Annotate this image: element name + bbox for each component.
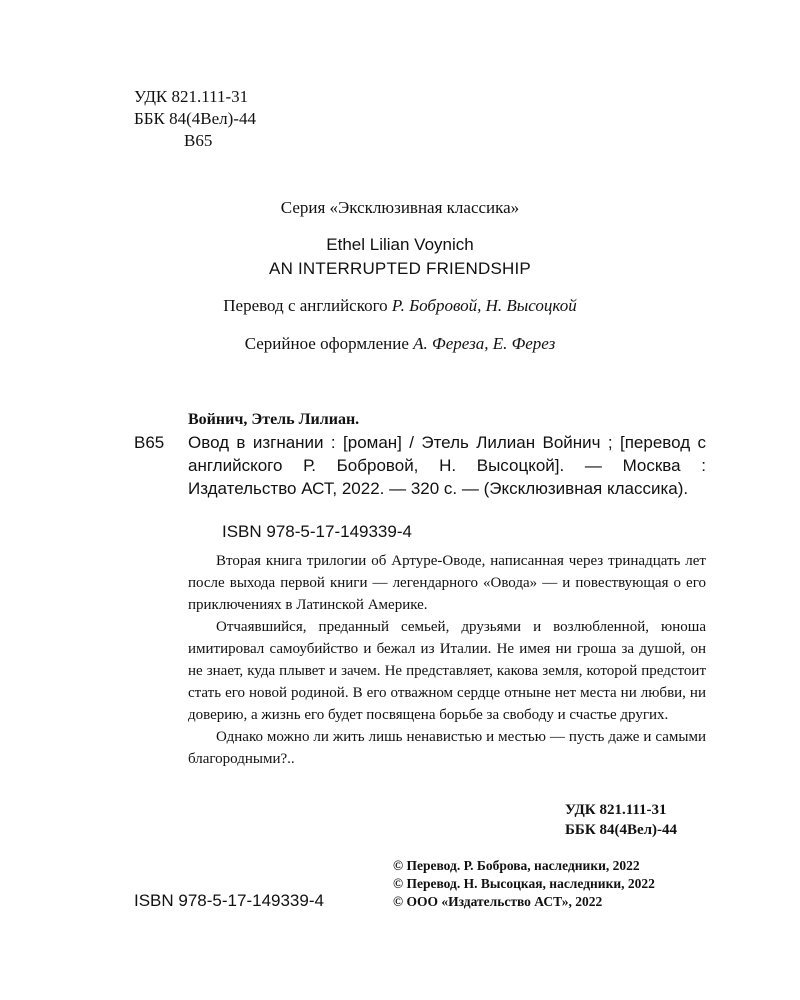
classification-header — [134, 86, 256, 152]
classification-footer — [565, 800, 677, 840]
translators: Р. Бобровой, Н. Высоцкой — [391, 296, 577, 315]
design-credit — [0, 334, 800, 354]
translation-credit — [0, 296, 800, 316]
copyright-line: © Перевод. Н. Высоцкая, наследники, 2022 — [393, 876, 655, 891]
author-heading: Войнич, Этель Лилиан. — [188, 411, 360, 428]
author-sign: В65 — [184, 131, 213, 150]
series-line: Серия «Эксклюзивная классика» — [280, 198, 520, 217]
bib-code: В65 — [134, 433, 165, 452]
annotation-paragraph: Вторая книга трилогии об Артуре-Оводе, написанная через тринадцать лет после выхода первой книги — легендарного «Овода» — и повествующая о его приключениях в Латинской Америке. — [188, 553, 706, 613]
copyright-line: © ООО «Издательство АСТ», 2022 — [393, 894, 603, 909]
copyright-line: © Перевод. Р. Боброва, наследники, 2022 — [393, 858, 640, 873]
designers: А. Фереза, Е. Ферез — [413, 334, 556, 353]
design-prefix: Серийное оформление — [244, 334, 409, 353]
bbk-code-bottom: ББК 84(4Вел)-44 — [565, 822, 678, 838]
bbk-code: ББК 84(4Вел)-44 — [134, 109, 256, 128]
udk-code-bottom: УДК 821.111-31 — [565, 802, 667, 818]
copyright-block — [393, 857, 655, 911]
isbn-bottom: ISBN 978-5-17-149339-4 — [134, 891, 324, 910]
annotation-paragraph: Однако можно ли жить лишь ненавистью и местью — пусть даже и самыми благородными?.. — [188, 729, 706, 767]
isbn-main: ISBN 978-5-17-149339-4 — [222, 522, 412, 541]
annotation-paragraph: Отчаявшийся, преданный семьей, друзьями и возлюбленной, юноша имитировал самоубийство и бежал из Италии. Не имея ни гроша за душой, он не знает, куда плывет и зачем. Не представляет, какова земля, которой предстоит стать его новой родиной. В его отважном сердце отныне нет места ни любви, ни доверию, а жизнь его будет посвящена борьбе за свободу и счастье других. — [188, 619, 706, 723]
translation-prefix: Перевод с английского — [223, 296, 388, 315]
original-title: AN INTERRUPTED FRIENDSHIP — [269, 259, 531, 278]
udk-code: УДК 821.111-31 — [134, 87, 249, 106]
original-author: Ethel Lilian Voynich — [326, 235, 474, 254]
annotation — [188, 550, 706, 770]
bibliographic-description: Овод в изгнании : [роман] / Этель Лилиан Войнич ; [перевод с английского Р. Бобровой, Н. Высоцкой]. — Москва : Издательство АСТ, 2022. — 320 с. — (Эксклюзивная классика). — [188, 433, 706, 498]
